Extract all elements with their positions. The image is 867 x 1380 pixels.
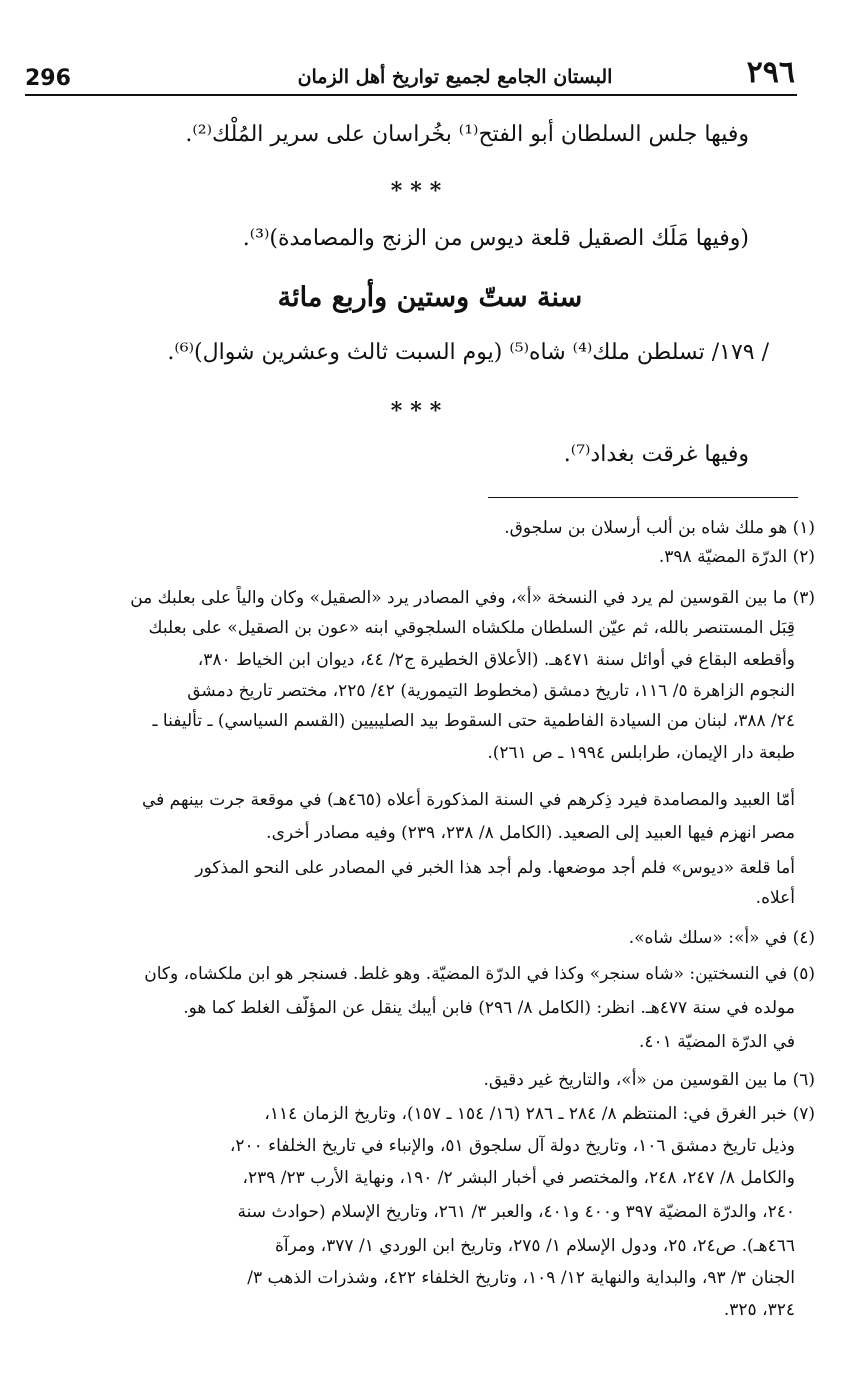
- main-text-line-2: (وفيها مَلَك الصقيل قلعة ديوس من الزنج والمصامدة)⁽³⁾.: [242, 226, 749, 251]
- header-divider: [25, 94, 797, 96]
- footnote-line: الجنان ٣/ ٩٣، والبداية والنهاية ١٢/ ١٠٩، وتاريخ الخلفاء ٤٢٢، وشذرات الذهب ٣/: [247, 1268, 795, 1288]
- footnotes-divider: [488, 497, 798, 498]
- footnote-line: طبعة دار الإيمان، طرابلس ١٩٩٤ ـ ص ٢٦١).: [487, 743, 795, 763]
- footnote-line: وذيل تاريخ دمشق ١٠٦، وتاريخ دولة آل سلجوق ٥١، والإنباء في تاريخ الخلفاء ٢٠٠،: [229, 1136, 795, 1156]
- footnote-line: وأقطعه البقاع في أوائل سنة ٤٧١هـ. (الأعلاق الخطيرة ج٢/ ٤٤، ديوان ابن الخياط ٣٨٠،: [197, 650, 795, 670]
- footnote-line: (٥) في النسختين: «شاه سنجر» وكذا في الدرّة المضيّة. وهو غلط. فسنجر هو ابن ملكشاه، وكان: [144, 964, 815, 984]
- footnote-line: (٧) خبر الغرق في: المنتظم ٨/ ٢٨٤ ـ ٢٨٦ (١٦/ ١٥٤ ـ ١٥٧)، وتاريخ الزمان ١١٤،: [264, 1104, 815, 1124]
- footnote-line: في الدرّة المضيّة ٤٠١.: [639, 1032, 795, 1052]
- footnote-line: (٤) في «أ»: «سلك شاه».: [628, 928, 815, 948]
- year-heading: سنة ستّ وستين وأربع مائة: [277, 282, 583, 313]
- page-number: 296: [25, 66, 71, 91]
- footnote-line: مولده في سنة ٤٧٧هـ. انظر: (الكامل ٨/ ٢٩٦) فابن أيبك ينقل عن المؤلّف الغلط كما هو.: [183, 998, 795, 1018]
- footnote-line: (١) هو ملك شاه بن ألب أرسلان بن سلجوق.: [504, 518, 815, 538]
- footnote-line: قِبَل المستنصر بالله، ثم عيّن السلطان ملكشاه السلجوقي ابنه «عون بن الصقيل» على بعلبك: [148, 618, 795, 638]
- section-separator-stars: ***: [390, 178, 450, 204]
- main-text-line-3: / ١٧٩/ تسلطن ملك⁽⁴⁾ شاه⁽⁵⁾ (يوم السبت ثالث وعشرين شوال)⁽⁶⁾.: [167, 340, 769, 365]
- footnote-line: أما قلعة «ديوس» فلم أجد موضعها. ولم أجد هذا الخبر في المصادر على النحو المذكور: [195, 858, 795, 878]
- footnote-line: ٢٤/ ٣٨٨، لبنان من السيادة الفاطمية حتى السقوط بيد الصليبيين (القسم السياسي) ـ تأليفنا ـ: [152, 711, 795, 731]
- arabic-page-number: ٢٩٦: [746, 55, 795, 90]
- running-title: البستان الجامع لجميع تواريخ أهل الزمان: [297, 66, 613, 88]
- main-text-line-4: وفيها غرقت بغداد⁽⁷⁾.: [563, 442, 749, 467]
- footnote-line: (٦) ما بين القوسين من «أ»، والتاريخ غير دقيق.: [483, 1070, 815, 1090]
- main-text-line-1: وفيها جلس السلطان أبو الفتح⁽¹⁾ بخُراسان على سرير المُلْك⁽²⁾.: [185, 122, 749, 147]
- footnote-line: (٣) ما بين القوسين لم يرد في النسخة «أ»، وفي المصادر يرد «الصقيل» وكان والياً على بعلبك من: [130, 588, 815, 608]
- footnote-line: ٤٦٦هـ). ص٢٤، ٢٥، ودول الإسلام ١/ ٢٧٥، وتاريخ ابن الوردي ١/ ٣٧٧، ومرآة: [274, 1236, 795, 1256]
- footnote-line: أعلاه.: [755, 888, 795, 908]
- section-separator-stars: ***: [390, 398, 450, 424]
- footnote-line: ٢٤٠، والدرّة المضيّة ٣٩٧ و٤٠٠ و٤٠١، والعبر ٣/ ٢٦١، وتاريخ الإسلام (حوادث سنة: [237, 1202, 795, 1222]
- footnote-line: النجوم الزاهرة ٥/ ١١٦، تاريخ دمشق (مخطوط التيمورية) ٤٢/ ٢٢٥، مختصر تاريخ دمشق: [187, 681, 795, 701]
- footnote-line: أمّا العبيد والمصامدة فيرد ذِكرهم في السنة المذكورة أعلاه (٤٦٥هـ) في موقعة جرت بينهم في: [141, 790, 795, 810]
- footnote-line: مصر انهزم فيها العبيد إلى الصعيد. (الكامل ٨/ ٢٣٨، ٢٣٩) وفيه مصادر أخرى.: [266, 823, 795, 843]
- footnote-line: ٣٢٤، ٣٢٥.: [723, 1300, 795, 1320]
- footnote-line: والكامل ٨/ ٢٤٧، ٢٤٨، والمختصر في أخبار البشر ٢/ ١٩٠، ونهاية الأرب ٢٣/ ٢٣٩،: [242, 1168, 795, 1188]
- footnote-line: (٢) الدرّة المضيّة ٣٩٨.: [658, 547, 815, 567]
